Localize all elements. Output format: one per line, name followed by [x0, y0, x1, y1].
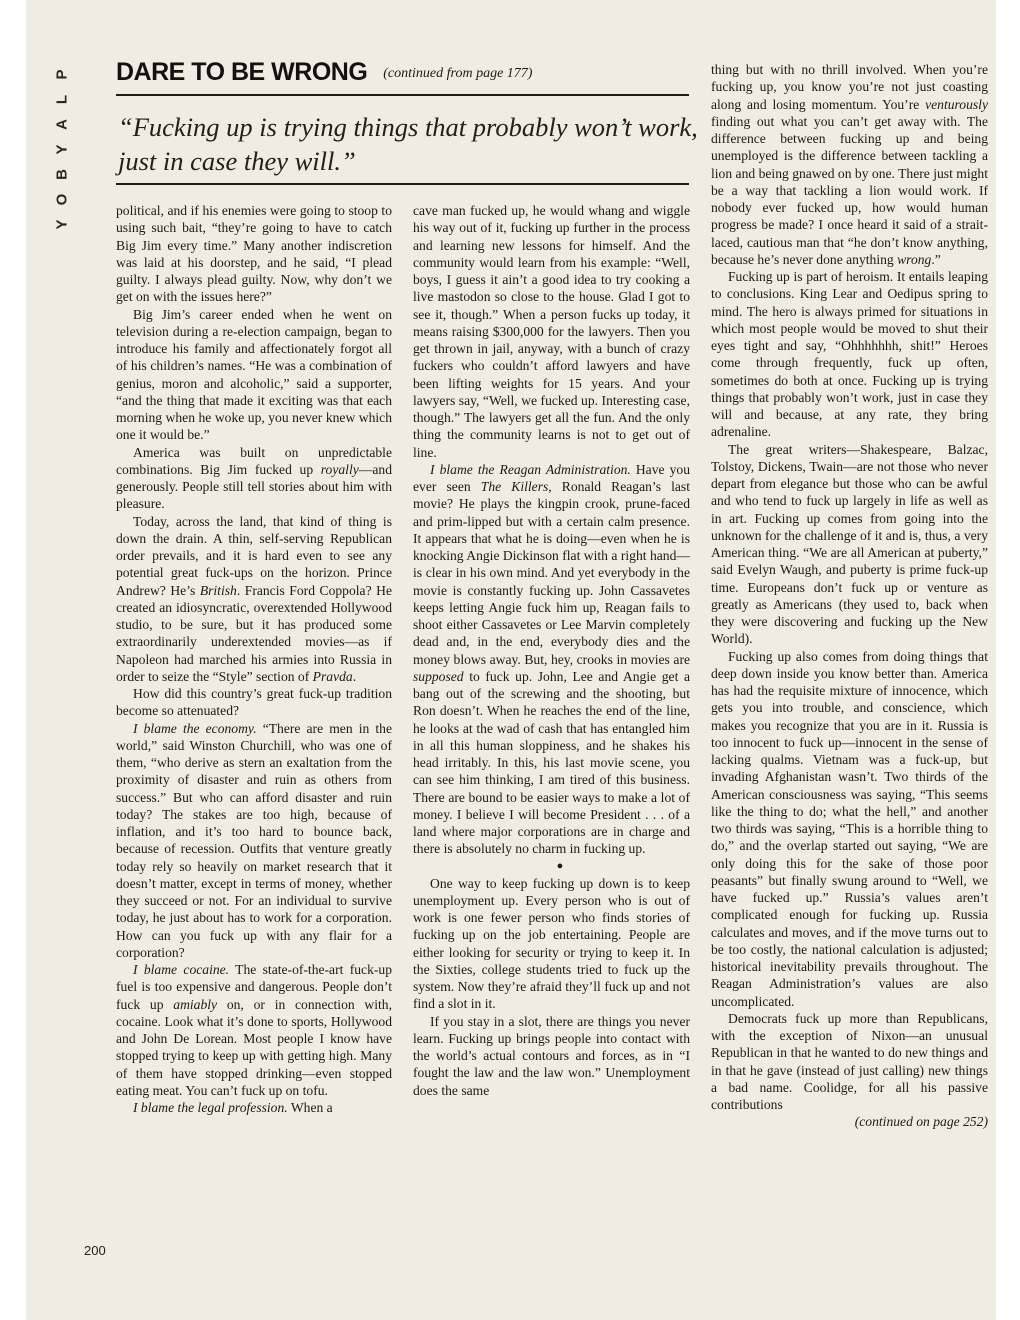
headline-row [116, 58, 696, 87]
text-column-1 [116, 202, 392, 1116]
paragraph: I blame the economy. “There are men in the world,” said Winston Churchill, who was one of them, “who derive as stern an exaltation from the proximity of disaster and ruin as others from success.” But who can afford disaster and ruin today? The stakes are too high, because of inflation, and it’s too hard to bounce back, because of recession. Outfits that venture greatly today rely so heavily on market research that it doesn’t matter, except in terms of money, whether they succeed or not. For an individual to survive today, he just about has to work for a corporation. How can you fuck up with any flair for a corporation? [116, 720, 392, 960]
pull-quote: “Fucking up is trying things that probably won’t work, just in case they will.” [118, 112, 698, 176]
bottom-rule [116, 183, 689, 185]
paragraph: How did this country’s great fuck-up tradition become so attenuated? [116, 686, 392, 719]
masthead-letter: B [53, 169, 71, 180]
paragraph: thing but with no thrill involved. When you’re fucking up, you know you’re not just coasting along and losing momentum. You’re venturously finding out what you can’t get away with. The difference between fucking up and being unemployed is the difference between tackling a lion and being gnawed on by one. There just might be a way that tackling a lion would work. If nobody ever fucked up, how would human progress be made? I once heard it said of a strait-laced, cautious man that “he don’t know anything, because he’s never done anything wrong.” [711, 62, 988, 267]
section-bullet: ● [556, 859, 564, 872]
paragraph: cave man fucked up, he would whang and wiggle his way out of it, fucking up further in the process and learning new lessons for himself. And the community would learn from his example: “Well, boys, I guess it ain’t a good idea to try cooking a live mastodon so close to the house. Glad I got to see it, though.” When a person fucks up today, it means raising $300,000 for the lawyers. Then you get thrown in jail, anyway, with a bunch of crazy fuckers who couldn’t afford lawyers and have been lifting weights for 15 years. And your lawyers say, “Well, we fucked up. Interesting case, though.” The lawyers get all the fun. And the only thing the community learns is not to get out of line. [413, 203, 690, 460]
paragraph: Democrats fuck up more than Republicans, with the exception of Nixon—an unusual Republican in that he wanted to do new things and in that he gave (instead of just calling) new things a bad name. Coolidge, for all his passive contributions [711, 1010, 988, 1112]
magazine-page [26, 0, 996, 1320]
masthead-vertical [54, 62, 70, 237]
paragraph: political, and if his enemies were going to stoop to using such bait, “they’re going to have to catch Big Jim every time.” Many another indiscretion was laid at his doorstep, and he said, “I plead guilty. I always plead guilty. Now, why don’t we get on with the issues here?” [116, 203, 392, 305]
paragraph: One way to keep fucking up down is to keep unemployment up. Every person who is out of work is one fewer person who finds stories of fucking up on the job entertaining. People are either looking for security or trying to keep it. In the Sixties, college students tried to fuck up the system. Now they’re afraid they’ll fuck up and not find a slot in it. [413, 875, 690, 1012]
continued-on-note: (continued on page 252) [854, 1114, 988, 1130]
paragraph: Fucking up is part of heroism. It entails leaping to conclusions. King Lear and Oedipus spring to mind. The hero is always primed for situations in which most people would be moved to shut their eyes tight and say, “Ohhhhhhh, shit!” Heroes come through frequently, fuck up often, sometimes do both at once. Fucking up is trying things that probably won’t work, just in case they will and because, at any rate, they bring adrenaline. [711, 269, 988, 440]
paragraph: America was built on unpredictable combinations. Big Jim fucked up royally—and generously. People still tell stories about him with pleasure. [116, 444, 392, 512]
continued-from-note: (continued from page 177) [383, 66, 533, 81]
masthead-letter: Y [53, 144, 71, 155]
paragraph: I blame cocaine. The state-of-the-art fuck-up fuel is too expensive and dangerous. People don’t fuck up amiably on, or in connection with, cocaine. Look what it’s done to sports, Hollywood and John De Lorean. Most people I know have stopped trying to keep up with getting high. Many of them have stopped drinking—even stopped eating meat. You can’t fuck up on tofu. [116, 962, 392, 1098]
paragraph: Big Jim’s career ended when he went on television during a re-election campaign, began to introduce his family and affectionately forgot all of his children’s names. “He was a combination of genius, moron and alcoholic,” said a supporter, “and the thing that made it exciting was that each morning when he woke up, you never knew which one it would be.” [116, 306, 392, 443]
paragraph: The great writers—Shakespeare, Balzac, Tolstoy, Dickens, Twain—are not those who never depart from elegance but those who can be awful and who tend to fuck up largely in life as well as in art. Fucking up comes from going into the unknown for the challenge of it and is, thus, a very American thing. “We are all American at puberty,” said Evelyn Waugh, and puberty is prime fuck-up time. Europeans don’t fuck up or venture as greatly as Americans (they used to, back when they were discovering and fucking up the New World). [711, 441, 988, 647]
paragraph: Fucking up also comes from doing things that deep down inside you know better than. America has had the requisite mixture of innocence, which gets you into trouble, and conscience, which makes you recognize that you are in it. Russia is too innocent to fuck up—innocent in the sense of lacking qualms. Vietnam was a fuck-up, but invading Afghanistan wasn’t. Two thirds of the American consciousness was saying, “This seems like the thing to do; what the hell,” and another two thirds was saying, “This is a horrible thing to do,” and the overlap started out saying, “We are only doing this for the sake of those poor peasants” but finally swung around to “Well, we have fucked up.” Russia’s values aren’t complicated enough for fucking up. Russia calculates and moves, and if the move turns out to be too costly, the national calculation is adjusted; historical inevitability prevails throughout. The Reagan Administration’s values are also uncomplicated. [711, 648, 988, 1009]
paragraph: If you stay in a slot, there are things you never learn. Fucking up brings people into contact with the world’s actual contours and forces, as in “I fought the law and the law won.” Unemployment does the same [413, 1013, 690, 1098]
text-column-2 [413, 202, 690, 1099]
page-number: 200 [84, 1243, 106, 1258]
paragraph: Today, across the land, that kind of thing is down the drain. A thin, self-serving Republican order prevails, and it is hard even to see any potential great fuck-ups on the horizon. Prince Andrew? He’s British. Francis Ford Coppola? He created an idiosyncratic, overextended Hollywood studio, to be sure, but it has produced some extraordinarily underextended movies—as if Napoleon had marched his armies into Russia in order to seize the “Style” section of Pravda. [116, 513, 392, 684]
masthead-letter: L [53, 94, 71, 105]
text-column-3 [711, 61, 988, 1131]
paragraph: I blame the legal profession. When a [133, 1100, 333, 1115]
top-rule [116, 94, 689, 96]
article-headline: DARE TO BE WRONG [116, 58, 368, 86]
masthead-letter: P [53, 69, 71, 80]
masthead-letter: O [53, 193, 71, 206]
masthead-letter: Y [53, 219, 71, 230]
paragraph: I blame the Reagan Administration. Have you ever seen The Killers, Ronald Reagan’s last movie? He plays the kingpin crook, prune-faced and prim-lipped but with a certain calm presence. It appears that what he is doing—even when he is knocking Angie Dickinson flat with a right hand—is clear in his own mind. And yet everybody in the movie is constantly fucking up. John Cassavetes keeps letting Angie fuck him up, Reagan fails to shoot either Cassavetes or Lee Marvin completely dead and, in the end, everybody dies and the money blows away. But, hey, crooks in movies are supposed to fuck up. John, Lee and Angie get a bang out of the screwing and the shooting, but Ron doesn’t. When he reaches the end of the line, he looks at the wad of cash that has entangled him in all this human sloppiness, and he shakes his head irritably. In this, his last movie scene, you can see him thinking, I am tired of this business. There are bound to be easier ways to make a lot of money. I believe I will become President . . . of a land where major corporations are in charge and there is absolutely no charm in fucking up. [413, 461, 690, 857]
masthead-letter: A [53, 119, 71, 130]
